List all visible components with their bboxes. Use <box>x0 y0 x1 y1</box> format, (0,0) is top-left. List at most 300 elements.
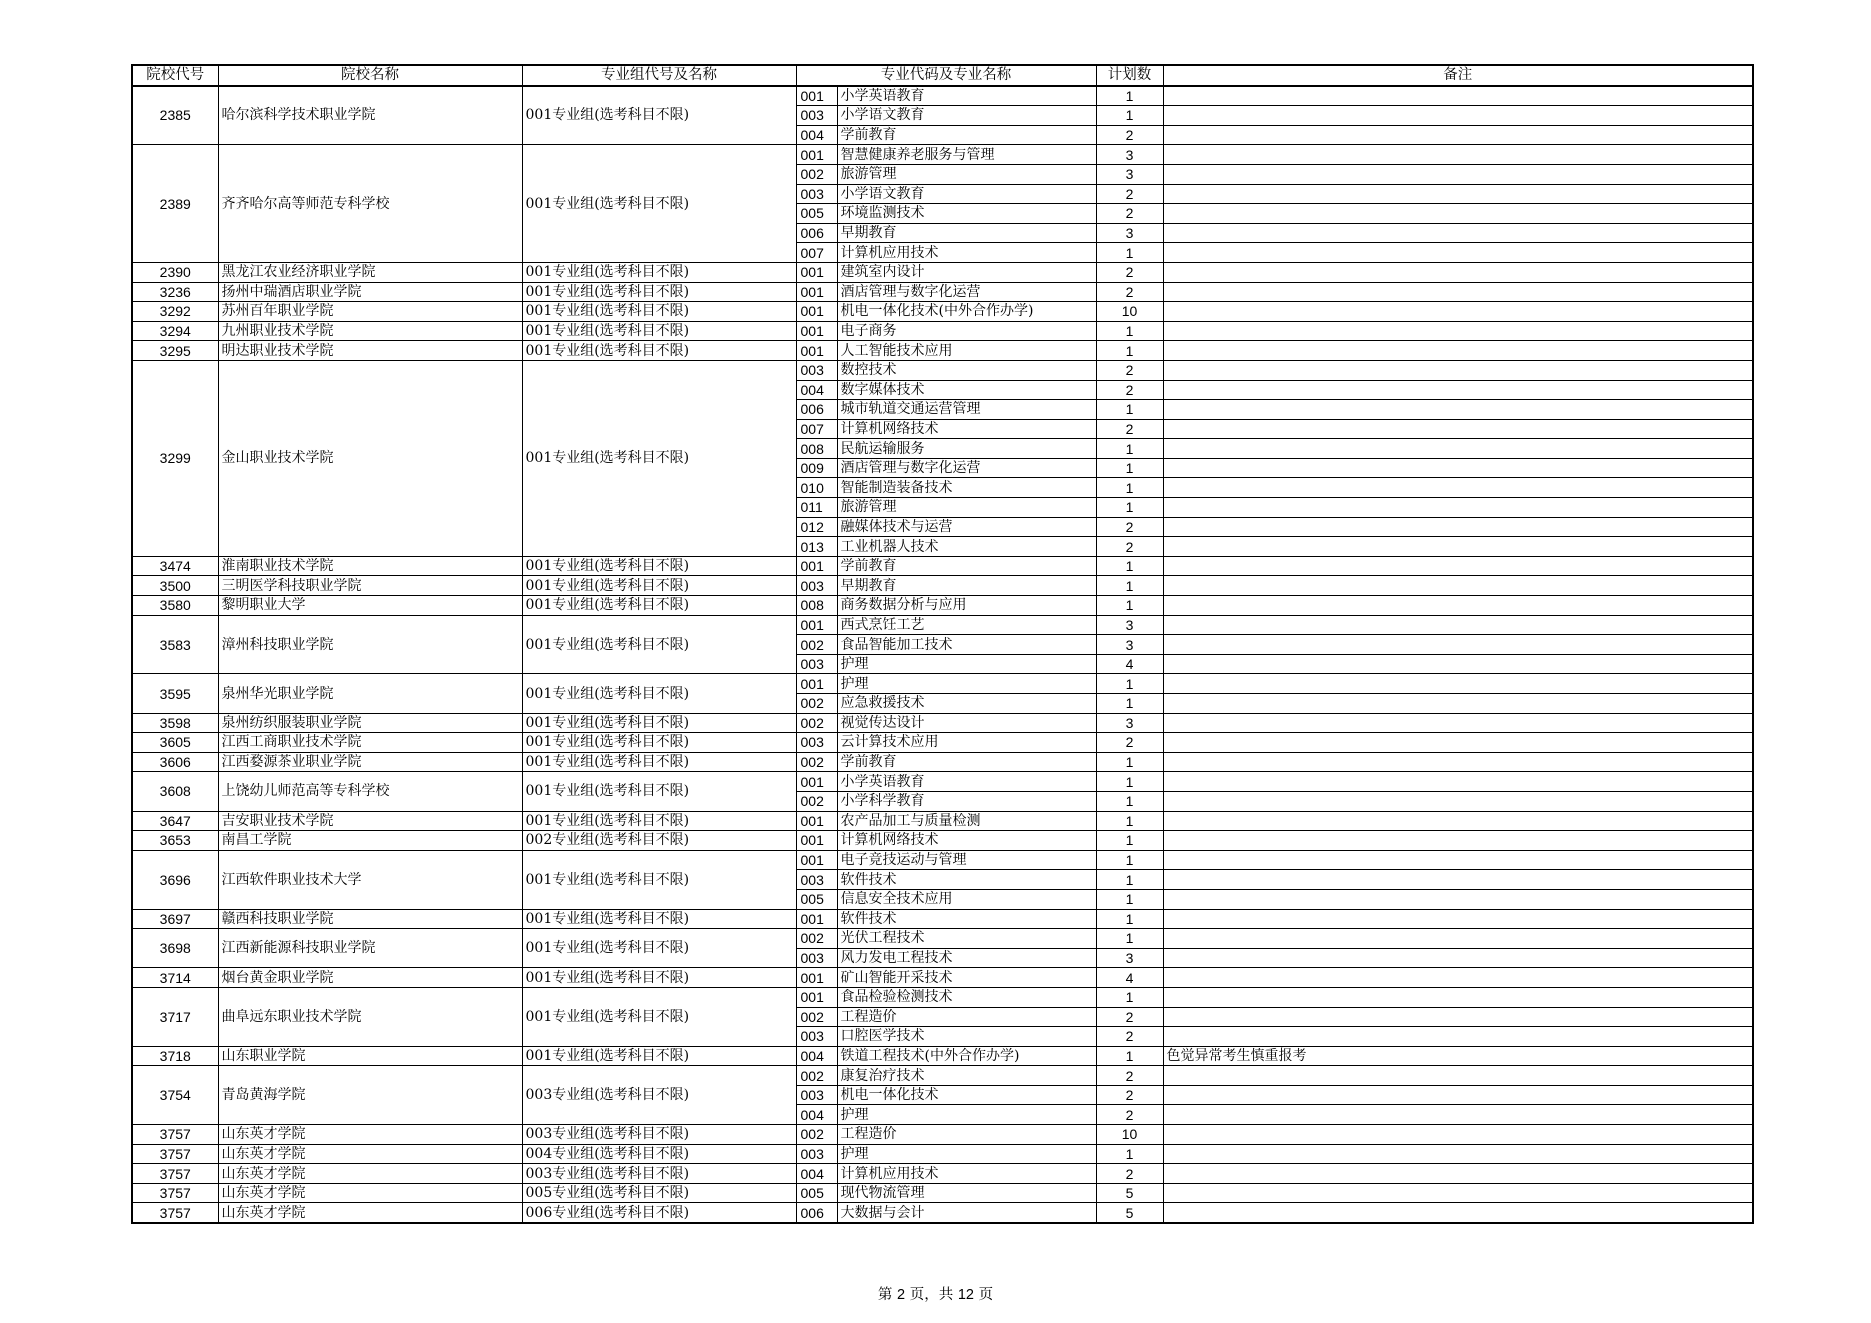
note-cell <box>1163 791 1753 811</box>
major-code-cell: 001 <box>796 302 837 322</box>
table-row <box>132 556 1753 576</box>
school-code-cell: 3598 <box>132 713 218 733</box>
major-code-cell: 003 <box>796 1027 837 1047</box>
major-code-cell: 001 <box>796 909 837 929</box>
plan-count-cell: 1 <box>1096 86 1163 106</box>
table-row <box>132 1144 1753 1164</box>
school-name-cell: 山东英才学院 <box>218 1144 522 1164</box>
group-cell: 001专业组(选考科目不限) <box>522 909 796 929</box>
school-code-cell: 3292 <box>132 302 218 322</box>
school-code-cell: 3696 <box>132 850 218 909</box>
school-code-cell: 3474 <box>132 556 218 576</box>
major-name-cell: 小学英语教育 <box>837 772 1096 792</box>
table-row <box>132 1046 1753 1066</box>
major-name-cell: 小学语文教育 <box>837 184 1096 204</box>
school-name-cell: 苏州百年职业学院 <box>218 302 522 322</box>
plan-count-cell: 1 <box>1096 752 1163 772</box>
note-cell <box>1163 733 1753 753</box>
note-cell <box>1163 811 1753 831</box>
note-cell <box>1163 596 1753 616</box>
major-name-cell: 民航运输服务 <box>837 439 1096 459</box>
school-code-cell: 3757 <box>132 1183 218 1203</box>
table-row <box>132 811 1753 831</box>
note-cell <box>1163 909 1753 929</box>
major-code-cell: 001 <box>796 145 837 165</box>
major-name-cell: 康复治疗技术 <box>837 1066 1096 1086</box>
school-code-cell: 3754 <box>132 1066 218 1125</box>
note-cell <box>1163 968 1753 988</box>
major-code-cell: 004 <box>796 125 837 145</box>
note-cell <box>1163 243 1753 263</box>
note-cell <box>1163 948 1753 968</box>
school-name-cell: 黑龙江农业经济职业学院 <box>218 262 522 282</box>
school-name-cell: 山东职业学院 <box>218 1046 522 1066</box>
school-code-cell: 3580 <box>132 596 218 616</box>
school-code-cell: 3236 <box>132 282 218 302</box>
plan-count-cell: 4 <box>1096 968 1163 988</box>
major-name-cell: 农产品加工与质量检测 <box>837 811 1096 831</box>
group-cell: 001专业组(选考科目不限) <box>522 674 796 713</box>
school-code-cell: 3717 <box>132 987 218 1046</box>
major-code-cell: 006 <box>796 1203 837 1223</box>
plan-count-cell: 2 <box>1096 733 1163 753</box>
note-cell <box>1163 987 1753 1007</box>
plan-count-cell: 1 <box>1096 791 1163 811</box>
plan-count-cell: 1 <box>1096 498 1163 518</box>
major-name-cell: 铁道工程技术(中外合作办学) <box>837 1046 1096 1066</box>
school-name-cell: 明达职业技术学院 <box>218 341 522 361</box>
note-cell <box>1163 831 1753 851</box>
plan-count-cell: 3 <box>1096 713 1163 733</box>
major-code-cell: 008 <box>796 439 837 459</box>
plan-count-cell: 2 <box>1096 1007 1163 1027</box>
plan-count-cell: 1 <box>1096 1144 1163 1164</box>
major-code-cell: 004 <box>796 1046 837 1066</box>
major-name-cell: 护理 <box>837 654 1096 674</box>
note-cell <box>1163 106 1753 126</box>
major-name-cell: 大数据与会计 <box>837 1203 1096 1223</box>
group-cell: 001专业组(选考科目不限) <box>522 811 796 831</box>
major-code-cell: 003 <box>796 576 837 596</box>
note-cell <box>1163 439 1753 459</box>
note-cell <box>1163 400 1753 420</box>
note-cell <box>1163 635 1753 655</box>
note-cell <box>1163 360 1753 380</box>
group-cell: 001专业组(选考科目不限) <box>522 262 796 282</box>
plan-count-cell: 2 <box>1096 360 1163 380</box>
header-note: 备注 <box>1163 65 1753 86</box>
note-cell <box>1163 615 1753 635</box>
school-code-cell: 3295 <box>132 341 218 361</box>
school-name-cell: 哈尔滨科学技术职业学院 <box>218 86 522 145</box>
plan-count-cell: 2 <box>1096 517 1163 537</box>
table-row <box>132 145 1753 165</box>
note-cell <box>1163 380 1753 400</box>
major-name-cell: 数控技术 <box>837 360 1096 380</box>
major-name-cell: 商务数据分析与应用 <box>837 596 1096 616</box>
school-name-cell: 山东英才学院 <box>218 1125 522 1145</box>
group-cell: 001专业组(选考科目不限) <box>522 86 796 145</box>
major-name-cell: 城市轨道交通运营管理 <box>837 400 1096 420</box>
major-name-cell: 西式烹饪工艺 <box>837 615 1096 635</box>
major-code-cell: 009 <box>796 458 837 478</box>
note-cell <box>1163 204 1753 224</box>
table-row <box>132 987 1753 1007</box>
plan-count-cell: 3 <box>1096 615 1163 635</box>
school-code-cell: 2390 <box>132 262 218 282</box>
major-code-cell: 005 <box>796 204 837 224</box>
plan-count-cell: 2 <box>1096 282 1163 302</box>
table-row <box>132 86 1753 106</box>
school-name-cell: 青岛黄海学院 <box>218 1066 522 1125</box>
plan-count-cell: 1 <box>1096 811 1163 831</box>
table-row <box>132 282 1753 302</box>
group-cell: 001专业组(选考科目不限) <box>522 752 796 772</box>
table-row <box>132 968 1753 988</box>
major-code-cell: 013 <box>796 537 837 557</box>
plan-count-cell: 3 <box>1096 635 1163 655</box>
group-cell: 001专业组(选考科目不限) <box>522 968 796 988</box>
plan-count-cell: 2 <box>1096 204 1163 224</box>
major-name-cell: 早期教育 <box>837 576 1096 596</box>
major-code-cell: 001 <box>796 811 837 831</box>
major-code-cell: 003 <box>796 948 837 968</box>
note-cell <box>1163 929 1753 949</box>
header-major: 专业代码及专业名称 <box>796 65 1096 86</box>
note-cell <box>1163 654 1753 674</box>
plan-count-cell: 2 <box>1096 537 1163 557</box>
major-name-cell: 机电一体化技术 <box>837 1085 1096 1105</box>
note-cell <box>1163 302 1753 322</box>
major-name-cell: 数字媒体技术 <box>837 380 1096 400</box>
major-code-cell: 002 <box>796 164 837 184</box>
major-code-cell: 003 <box>796 1085 837 1105</box>
major-code-cell: 002 <box>796 713 837 733</box>
header-group: 专业组代号及名称 <box>522 65 796 86</box>
group-cell: 001专业组(选考科目不限) <box>522 282 796 302</box>
note-cell <box>1163 419 1753 439</box>
plan-count-cell: 1 <box>1096 341 1163 361</box>
table-row <box>132 909 1753 929</box>
plan-count-cell: 1 <box>1096 831 1163 851</box>
header-school-name: 院校名称 <box>218 65 522 86</box>
school-code-cell: 3294 <box>132 321 218 341</box>
major-code-cell: 002 <box>796 1007 837 1027</box>
note-cell <box>1163 1105 1753 1125</box>
plan-count-cell: 1 <box>1096 987 1163 1007</box>
school-code-cell: 3299 <box>132 360 218 556</box>
note-cell <box>1163 86 1753 106</box>
major-code-cell: 003 <box>796 360 837 380</box>
plan-count-cell: 1 <box>1096 929 1163 949</box>
major-name-cell: 学前教育 <box>837 752 1096 772</box>
table-row <box>132 850 1753 870</box>
table-row <box>132 929 1753 949</box>
plan-count-cell: 1 <box>1096 1046 1163 1066</box>
plan-count-cell: 1 <box>1096 694 1163 714</box>
plan-count-cell: 1 <box>1096 400 1163 420</box>
major-code-cell: 003 <box>796 106 837 126</box>
plan-count-cell: 2 <box>1096 1027 1163 1047</box>
major-code-cell: 003 <box>796 870 837 890</box>
plan-count-cell: 1 <box>1096 576 1163 596</box>
footer-middle: 页，共 <box>909 1287 954 1303</box>
plan-count-cell: 10 <box>1096 302 1163 322</box>
school-name-cell: 烟台黄金职业学院 <box>218 968 522 988</box>
table-row <box>132 341 1753 361</box>
note-cell <box>1163 517 1753 537</box>
major-name-cell: 计算机应用技术 <box>837 243 1096 263</box>
major-code-cell: 005 <box>796 889 837 909</box>
footer-prefix: 第 <box>877 1287 893 1303</box>
note-cell <box>1163 262 1753 282</box>
major-code-cell: 002 <box>796 1066 837 1086</box>
group-cell: 001专业组(选考科目不限) <box>522 733 796 753</box>
enrollment-plan-table <box>131 64 1754 1224</box>
major-code-cell: 003 <box>796 1144 837 1164</box>
major-name-cell: 人工智能技术应用 <box>837 341 1096 361</box>
group-cell: 001专业组(选考科目不限) <box>522 576 796 596</box>
group-cell: 001专业组(选考科目不限) <box>522 596 796 616</box>
major-name-cell: 食品智能加工技术 <box>837 635 1096 655</box>
school-name-cell: 山东英才学院 <box>218 1164 522 1184</box>
group-cell: 001专业组(选考科目不限) <box>522 321 796 341</box>
major-code-cell: 003 <box>796 654 837 674</box>
major-code-cell: 001 <box>796 831 837 851</box>
note-cell <box>1163 1203 1753 1223</box>
table-row <box>132 772 1753 792</box>
table-row <box>132 1203 1753 1223</box>
major-code-cell: 001 <box>796 615 837 635</box>
note-cell <box>1163 282 1753 302</box>
school-code-cell: 3605 <box>132 733 218 753</box>
table-row <box>132 302 1753 322</box>
major-code-cell: 007 <box>796 243 837 263</box>
table-row <box>132 831 1753 851</box>
major-code-cell: 001 <box>796 262 837 282</box>
major-code-cell: 001 <box>796 968 837 988</box>
plan-count-cell: 4 <box>1096 654 1163 674</box>
plan-count-cell: 3 <box>1096 948 1163 968</box>
table-row <box>132 1066 1753 1086</box>
school-name-cell: 江西软件职业技术大学 <box>218 850 522 909</box>
note-cell <box>1163 674 1753 694</box>
note-cell <box>1163 321 1753 341</box>
note-cell <box>1163 478 1753 498</box>
plan-count-cell: 2 <box>1096 1164 1163 1184</box>
plan-count-cell: 2 <box>1096 1105 1163 1125</box>
major-code-cell: 001 <box>796 86 837 106</box>
major-name-cell: 现代物流管理 <box>837 1183 1096 1203</box>
table-row <box>132 674 1753 694</box>
plan-count-cell: 2 <box>1096 1066 1163 1086</box>
major-name-cell: 软件技术 <box>837 870 1096 890</box>
major-name-cell: 护理 <box>837 1105 1096 1125</box>
major-name-cell: 电子竞技运动与管理 <box>837 850 1096 870</box>
major-code-cell: 001 <box>796 772 837 792</box>
note-cell <box>1163 1144 1753 1164</box>
major-code-cell: 012 <box>796 517 837 537</box>
major-code-cell: 001 <box>796 556 837 576</box>
group-cell: 001专业组(选考科目不限) <box>522 713 796 733</box>
school-name-cell: 山东英才学院 <box>218 1183 522 1203</box>
major-name-cell: 建筑室内设计 <box>837 262 1096 282</box>
major-code-cell: 002 <box>796 635 837 655</box>
school-name-cell: 江西新能源科技职业学院 <box>218 929 522 968</box>
school-name-cell: 金山职业技术学院 <box>218 360 522 556</box>
major-code-cell: 004 <box>796 380 837 400</box>
plan-count-cell: 1 <box>1096 321 1163 341</box>
school-code-cell: 3647 <box>132 811 218 831</box>
school-name-cell: 黎明职业大学 <box>218 596 522 616</box>
school-code-cell: 3608 <box>132 772 218 811</box>
plan-count-cell: 1 <box>1096 596 1163 616</box>
major-name-cell: 应急救援技术 <box>837 694 1096 714</box>
school-name-cell: 南昌工学院 <box>218 831 522 851</box>
plan-count-cell: 1 <box>1096 909 1163 929</box>
major-name-cell: 学前教育 <box>837 556 1096 576</box>
group-cell: 001专业组(选考科目不限) <box>522 929 796 968</box>
major-name-cell: 早期教育 <box>837 223 1096 243</box>
major-name-cell: 酒店管理与数字化运营 <box>837 282 1096 302</box>
school-code-cell: 3757 <box>132 1164 218 1184</box>
note-cell <box>1163 1066 1753 1086</box>
note-cell <box>1163 458 1753 478</box>
plan-count-cell: 2 <box>1096 125 1163 145</box>
note-cell <box>1163 184 1753 204</box>
plan-count-cell: 1 <box>1096 439 1163 459</box>
note-cell <box>1163 1085 1753 1105</box>
plan-count-cell: 2 <box>1096 380 1163 400</box>
group-cell: 001专业组(选考科目不限) <box>522 772 796 811</box>
footer-total-pages: 12 <box>957 1287 974 1303</box>
major-name-cell: 工业机器人技术 <box>837 537 1096 557</box>
note-cell <box>1163 145 1753 165</box>
school-name-cell: 曲阜远东职业技术学院 <box>218 987 522 1046</box>
school-name-cell: 吉安职业技术学院 <box>218 811 522 831</box>
table-row <box>132 752 1753 772</box>
major-code-cell: 003 <box>796 184 837 204</box>
major-code-cell: 006 <box>796 223 837 243</box>
table-body <box>132 86 1753 1223</box>
plan-count-cell: 1 <box>1096 106 1163 126</box>
table-row <box>132 262 1753 282</box>
school-code-cell: 2389 <box>132 145 218 263</box>
note-cell <box>1163 223 1753 243</box>
group-cell: 001专业组(选考科目不限) <box>522 1046 796 1066</box>
major-code-cell: 002 <box>796 1125 837 1145</box>
major-name-cell: 工程造价 <box>837 1007 1096 1027</box>
school-code-cell: 3714 <box>132 968 218 988</box>
major-code-cell: 001 <box>796 674 837 694</box>
major-name-cell: 计算机网络技术 <box>837 831 1096 851</box>
table-row <box>132 713 1753 733</box>
plan-count-cell: 2 <box>1096 262 1163 282</box>
table-row <box>132 1183 1753 1203</box>
school-name-cell: 九州职业技术学院 <box>218 321 522 341</box>
group-cell: 001专业组(选考科目不限) <box>522 556 796 576</box>
major-code-cell: 010 <box>796 478 837 498</box>
note-cell <box>1163 576 1753 596</box>
plan-count-cell: 1 <box>1096 556 1163 576</box>
school-code-cell: 3583 <box>132 615 218 674</box>
table-row <box>132 321 1753 341</box>
major-name-cell: 视觉传达设计 <box>837 713 1096 733</box>
plan-count-cell: 1 <box>1096 674 1163 694</box>
table-row <box>132 615 1753 635</box>
major-code-cell: 011 <box>796 498 837 518</box>
note-cell <box>1163 556 1753 576</box>
school-code-cell: 3757 <box>132 1203 218 1223</box>
major-name-cell: 护理 <box>837 674 1096 694</box>
note-cell <box>1163 889 1753 909</box>
major-name-cell: 口腔医学技术 <box>837 1027 1096 1047</box>
major-code-cell: 006 <box>796 400 837 420</box>
page-footer <box>0 1283 1871 1304</box>
note-cell <box>1163 1125 1753 1145</box>
school-name-cell: 赣西科技职业学院 <box>218 909 522 929</box>
major-name-cell: 小学科学教育 <box>837 791 1096 811</box>
school-name-cell: 三明医学科技职业学院 <box>218 576 522 596</box>
major-code-cell: 001 <box>796 987 837 1007</box>
group-cell: 001专业组(选考科目不限) <box>522 850 796 909</box>
major-name-cell: 计算机网络技术 <box>837 419 1096 439</box>
plan-count-cell: 3 <box>1096 164 1163 184</box>
note-cell <box>1163 1164 1753 1184</box>
note-cell <box>1163 1027 1753 1047</box>
major-code-cell: 008 <box>796 596 837 616</box>
note-cell <box>1163 341 1753 361</box>
major-code-cell: 001 <box>796 321 837 341</box>
note-cell <box>1163 870 1753 890</box>
note-cell <box>1163 1183 1753 1203</box>
major-name-cell: 智慧健康养老服务与管理 <box>837 145 1096 165</box>
plan-count-cell: 2 <box>1096 184 1163 204</box>
major-code-cell: 002 <box>796 791 837 811</box>
note-cell <box>1163 1007 1753 1027</box>
major-name-cell: 酒店管理与数字化运营 <box>837 458 1096 478</box>
school-name-cell: 齐齐哈尔高等师范专科学校 <box>218 145 522 263</box>
group-cell: 003专业组(选考科目不限) <box>522 1125 796 1145</box>
plan-count-cell: 2 <box>1096 419 1163 439</box>
group-cell: 002专业组(选考科目不限) <box>522 831 796 851</box>
note-cell <box>1163 772 1753 792</box>
note-cell <box>1163 498 1753 518</box>
major-name-cell: 智能制造装备技术 <box>837 478 1096 498</box>
table-row <box>132 1164 1753 1184</box>
major-code-cell: 002 <box>796 929 837 949</box>
major-name-cell: 学前教育 <box>837 125 1096 145</box>
note-cell <box>1163 125 1753 145</box>
school-name-cell: 淮南职业技术学院 <box>218 556 522 576</box>
note-cell <box>1163 713 1753 733</box>
group-cell: 001专业组(选考科目不限) <box>522 360 796 556</box>
plan-count-cell: 1 <box>1096 870 1163 890</box>
major-code-cell: 001 <box>796 282 837 302</box>
table-header-row <box>132 65 1753 86</box>
plan-count-cell: 10 <box>1096 1125 1163 1145</box>
note-cell <box>1163 850 1753 870</box>
group-cell: 001专业组(选考科目不限) <box>522 302 796 322</box>
table-row <box>132 360 1753 380</box>
major-code-cell: 005 <box>796 1183 837 1203</box>
major-name-cell: 小学语文教育 <box>837 106 1096 126</box>
school-code-cell: 3757 <box>132 1144 218 1164</box>
table-row <box>132 733 1753 753</box>
school-name-cell: 上饶幼儿师范高等专科学校 <box>218 772 522 811</box>
major-name-cell: 光伏工程技术 <box>837 929 1096 949</box>
footer-suffix: 页 <box>978 1287 994 1303</box>
